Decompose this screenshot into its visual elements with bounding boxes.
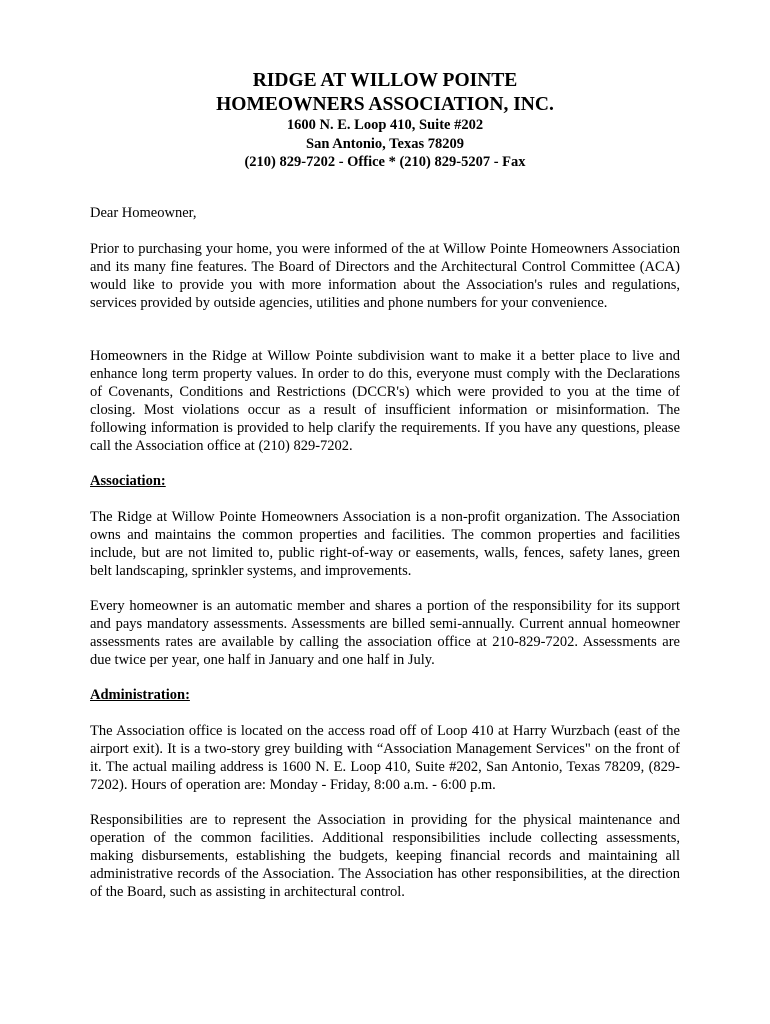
letterhead-address bbox=[0, 116, 770, 172]
address-city: San Antonio, Texas 78209 bbox=[306, 135, 464, 152]
section-heading-association: Association: bbox=[90, 473, 166, 489]
administration-paragraph-2: Responsibilities are to represent the Association in providing for the physical maintenance and operation of the common facilities. Additional responsibilities include collecting assessments, making disbursements, establishing the budgets, keeping financial records and maintaining all administrative records of the Association. The Association has other responsibilities, at the direction of the Board, such as assisting in architectural control. bbox=[90, 812, 680, 900]
org-name-line-2: HOMEOWNERS ASSOCIATION, INC. bbox=[216, 94, 554, 115]
section-heading-administration: Administration: bbox=[90, 687, 190, 703]
phone-fax-line: (210) 829-7202 - Office * (210) 829-5207 - Fax bbox=[244, 154, 526, 170]
intro-paragraph-1: Prior to purchasing your home, you were informed of the at Willow Pointe Homeowners Association and its many fine features. The Board of Directors and the Architectural Control Committee (ACA) would like to provide you with more information about the Association's rules and regulations, services provided by outside agencies, utilities and phone numbers for your convenience. bbox=[90, 241, 680, 311]
org-name-line-1: RIDGE AT WILLOW POINTE bbox=[252, 70, 518, 91]
letterhead-title bbox=[0, 69, 770, 117]
association-paragraph-1: The Ridge at Willow Pointe Homeowners Association is a non-profit organization. The Association owns and maintains the common properties and facilities. The common properties and facilities include, but are not limited to, public right-of-way or easements, walls, fences, safety lanes, green belt landscaping, sprinkler systems, and improvements. bbox=[90, 509, 680, 579]
association-paragraph-2: Every homeowner is an automatic member and shares a portion of the responsibility for its support and pays mandatory assessments. Assessments are billed semi-annually. Current annual homeowner assessments rates are available by calling the association office at 210-829-7202. Assessments are due twice per year, one half in January and one half in July. bbox=[90, 598, 680, 668]
salutation: Dear Homeowner, bbox=[90, 205, 197, 221]
address-street: 1600 N. E. Loop 410, Suite #202 bbox=[286, 117, 484, 133]
administration-paragraph-1: The Association office is located on the access road off of Loop 410 at Harry Wurzbach (east of the airport exit). It is a two-story grey building with “Association Management Services" on the front of it. The actual mailing address is 1600 N. E. Loop 410, Suite #202, San Antonio, Texas 78209, (829-7202). Hours of operation are: Monday - Friday, 8:00 a.m. - 6:00 p.m. bbox=[90, 723, 680, 793]
intro-paragraph-2: Homeowners in the Ridge at Willow Pointe subdivision want to make it a better place to live and enhance long term property values. In order to do this, everyone must comply with the Declarations of Covenants, Conditions and Restrictions (DCCR's) which were provided to you at the time of closing. Most violations occur as a result of insufficient information or misinformation. The following information is provided to help clarify the requirements. If you have any questions, please call the Association office at (210) 829-7202. bbox=[90, 348, 680, 454]
